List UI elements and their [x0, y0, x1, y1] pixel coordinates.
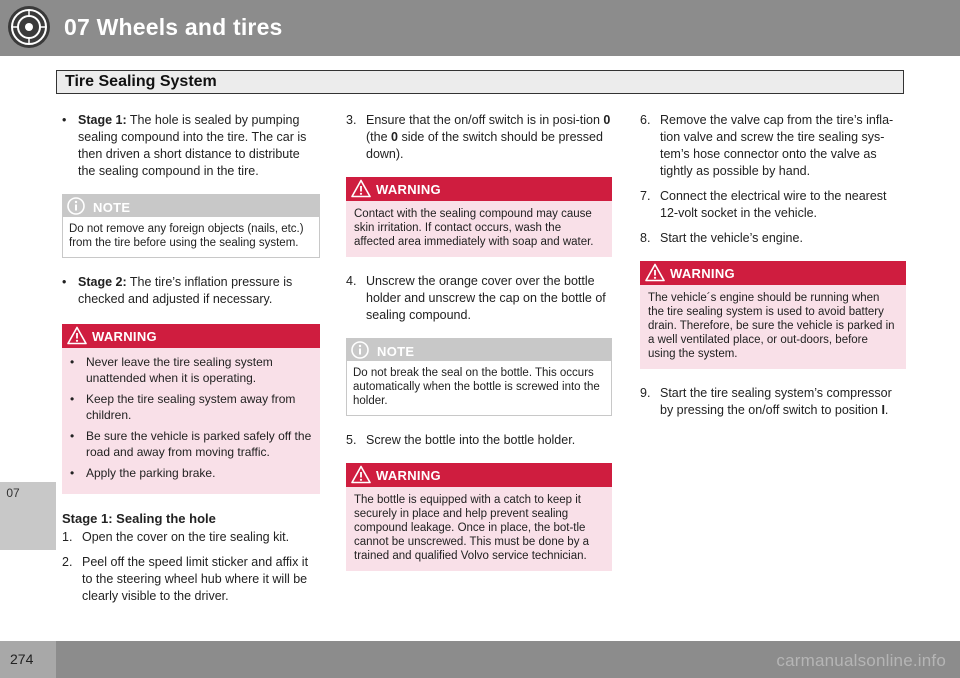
- chapter-tab: [0, 482, 56, 550]
- note-box: [62, 194, 320, 258]
- step-9: [640, 385, 906, 419]
- wheel-tire-icon: [6, 4, 52, 50]
- warning-item: • Apply the parking brake.: [70, 465, 312, 481]
- step-8: [640, 230, 906, 247]
- warning-text: The vehicle´s engine should be running when the tire sealing system is used to avoid battery drain. Therefore, be sure the vehicle is parked in a well ventilated place, or out-doors, before using the system.: [640, 285, 906, 369]
- step-text: Peel off the speed limit sticker and affix it to the steering wheel hub where it will be clearly visible to the driver.: [82, 555, 309, 603]
- page-footer: [0, 641, 960, 678]
- section-header: [56, 70, 904, 94]
- warning-box: [346, 177, 612, 257]
- warning-triangle-icon: [351, 179, 371, 198]
- warning-box: [640, 261, 906, 369]
- warning-text: Contact with the sealing compound may cause skin irritation. If contact occurs, wash the affected area immediately with soap and water.: [346, 201, 612, 257]
- watermark: carmanualsonline.info: [776, 651, 946, 670]
- chapter-header: [0, 0, 960, 56]
- warning-triangle-icon: [645, 263, 665, 282]
- warning-triangle-icon: [351, 465, 371, 484]
- step-text: Screw the bottle into the bottle holder.: [366, 433, 576, 447]
- note-box: [346, 338, 612, 416]
- warning-header: [640, 261, 906, 285]
- switch-position: 0: [603, 113, 611, 127]
- switch-position: I: [881, 403, 885, 417]
- note-text: Do not remove any foreign objects (nails, etc.) from the tire before using the sealing system.: [69, 223, 304, 249]
- switch-position: 0: [391, 130, 398, 144]
- warning-header: [346, 177, 612, 201]
- warning-body: [62, 348, 320, 494]
- step-text: side of the switch should be pressed down).: [366, 130, 603, 161]
- footer-page-block: [0, 641, 56, 678]
- step-number: 9.: [640, 386, 651, 400]
- note-header: [347, 339, 611, 361]
- warning-header: [346, 463, 612, 487]
- stage1-text: The hole is sealed by pumping sealing compound into the tire. The car is then driven a short distance to distribute the sealing compound in the tire.: [78, 113, 307, 178]
- step-number: 1.: [62, 530, 73, 544]
- step-text: Open the cover on the tire sealing kit.: [82, 530, 290, 544]
- step-number: 6.: [640, 113, 651, 127]
- step-text: Remove the valve cap from the tire’s infla-tion valve and screw the tire sealing sys-tem’s hose connector onto the valve as tightly as possible by hand.: [660, 113, 894, 178]
- stage2-lead: Stage 2:: [78, 275, 127, 289]
- stage1-lead: Stage 1:: [78, 113, 127, 127]
- step-3: [346, 112, 612, 163]
- column-2: [346, 112, 612, 587]
- warning-title: WARNING: [376, 182, 441, 197]
- info-icon: [351, 341, 369, 359]
- step-text: .: [884, 403, 889, 417]
- step-text: Unscrew the orange cover over the bottle holder and unscrew the cap on the bottle of sealing compound.: [366, 274, 606, 322]
- step-number: 8.: [640, 231, 651, 245]
- step-number: 4.: [346, 274, 357, 288]
- info-icon: [67, 197, 85, 215]
- step-text: Connect the electrical wire to the nearest 12-volt socket in the vehicle.: [660, 189, 887, 220]
- left-margin-lower: [0, 550, 56, 640]
- step-1: [62, 529, 320, 546]
- warning-box: [346, 463, 612, 571]
- warning-triangle-icon: [67, 326, 87, 345]
- step-text: (the: [366, 130, 392, 144]
- warning-box: [62, 324, 320, 494]
- note-title: NOTE: [377, 344, 415, 359]
- step-5: [346, 432, 612, 449]
- step-7: [640, 188, 906, 222]
- column-1: [62, 112, 320, 613]
- column-3: [640, 112, 906, 427]
- step-text: Ensure that the on/off switch is in posi-tion: [366, 113, 604, 127]
- note-title: NOTE: [93, 200, 131, 215]
- stage1-bullet: [62, 112, 320, 180]
- left-margin: [0, 56, 56, 482]
- step-2: [62, 554, 320, 605]
- step-number: 2.: [62, 555, 73, 569]
- stage-heading: Stage 1: Sealing the hole: [62, 511, 216, 526]
- section-title: Tire Sealing System: [65, 73, 217, 90]
- warning-item: • Never leave the tire sealing system unattended when it is operating.: [70, 354, 312, 386]
- step-4: [346, 273, 612, 324]
- step-number: 3.: [346, 113, 357, 127]
- chapter-title: 07 Wheels and tires: [64, 14, 283, 40]
- step-number: 7.: [640, 189, 651, 203]
- stage2-text: The tire’s inflation pressure is checked and adjusted if necessary.: [78, 275, 293, 306]
- step-number: 5.: [346, 433, 357, 447]
- warning-text: The bottle is equipped with a catch to keep it securely in place and help prevent sealing compound leakage. Once in place, the bot-tle cannot be unscrewed. This must be done by a trained and qualified Volvo service technician.: [346, 487, 612, 571]
- note-header: [63, 195, 319, 217]
- warning-title: WARNING: [670, 266, 735, 281]
- step-text: Start the vehicle’s engine.: [660, 231, 803, 245]
- chapter-tab-label: 07: [6, 486, 20, 500]
- step-text: Start the tire sealing system’s compressor by pressing the on/off switch to position: [660, 386, 892, 417]
- warning-item: • Keep the tire sealing system away from children.: [70, 391, 312, 423]
- warning-item: • Be sure the vehicle is parked safely off the road and away from moving traffic.: [70, 428, 312, 460]
- warning-header: [62, 324, 320, 348]
- warning-title: WARNING: [92, 329, 157, 344]
- stage2-bullet: [62, 274, 320, 308]
- note-text: Do not break the seal on the bottle. This occurs automatically when the bottle is screwed into the holder.: [353, 367, 600, 407]
- warning-title: WARNING: [376, 468, 441, 483]
- step-6: [640, 112, 906, 180]
- page-number: 274: [10, 651, 34, 667]
